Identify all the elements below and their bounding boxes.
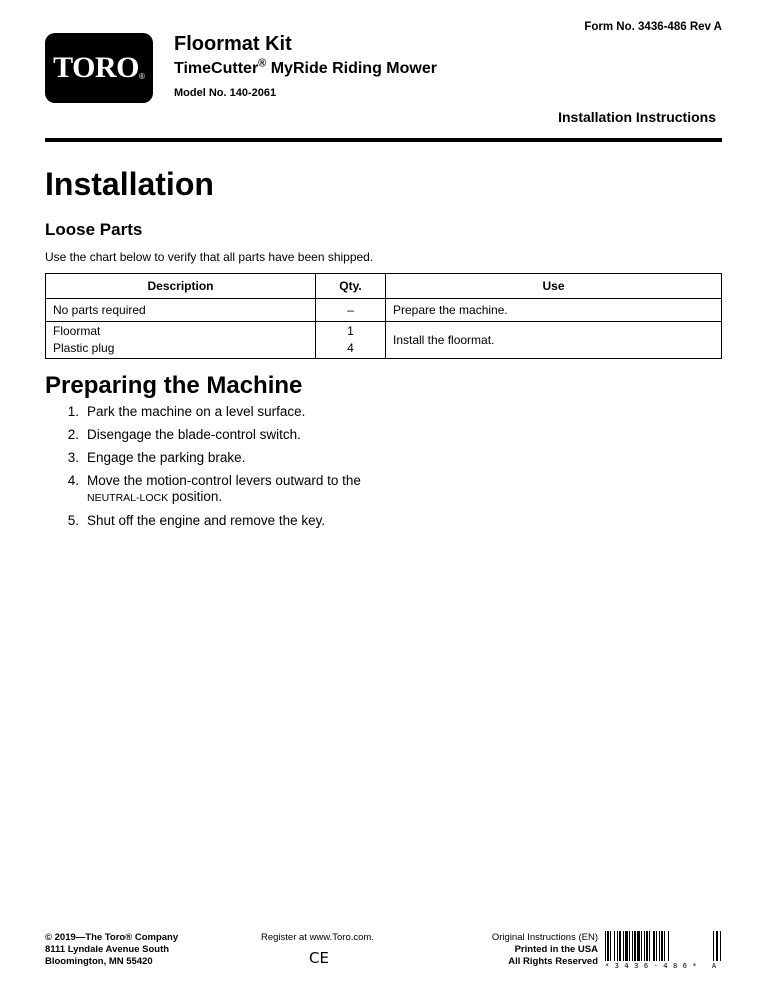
cell-qty: – [316, 299, 386, 322]
list-item [45, 473, 385, 506]
address-line: Bloomington, MN 55420 [45, 956, 153, 967]
cell-description: No parts required [46, 299, 316, 322]
rights-reserved: All Rights Reserved [508, 956, 598, 967]
document-title: Floormat Kit [174, 33, 292, 55]
column-header-use: Use [386, 274, 722, 299]
company-address [45, 932, 178, 968]
table-row [46, 299, 722, 322]
list-item [45, 450, 385, 466]
printed-in: Printed in the USA [514, 944, 598, 955]
column-header-description: Description [46, 274, 316, 299]
product-subtitle [174, 57, 437, 78]
address-line: 8111 Lyndale Avenue South [45, 944, 170, 955]
publication-info [492, 932, 598, 968]
step-text: Park the machine on a level surface. [87, 404, 306, 419]
document-type: Installation Instructions [558, 109, 716, 125]
step-text: Engage the parking brake. [87, 450, 246, 465]
loose-parts-heading: Loose Parts [45, 220, 143, 239]
registered-mark: ® [138, 71, 145, 81]
barcode-icon [605, 931, 723, 961]
header-divider [45, 138, 722, 142]
cell-use: Install the floormat. [386, 322, 722, 359]
copyright-line: © 2019—The Toro® Company [45, 932, 179, 943]
subtitle-brand: TimeCutter [174, 60, 259, 77]
step-number: 3. [67, 450, 79, 465]
cell-qty [316, 322, 386, 359]
preparation-steps [45, 404, 385, 536]
list-item [45, 427, 385, 443]
subtitle-registered: ® [258, 57, 267, 70]
step-text [79, 473, 361, 506]
table-row [46, 322, 722, 359]
step-text-part: Move the motion-control levers outward to the [87, 473, 361, 488]
register-link-text: Register at www.Toro.com. [261, 932, 374, 943]
part-name: Plastic plug [53, 341, 115, 355]
installation-heading: Installation [45, 166, 214, 202]
table-header-row [46, 274, 722, 299]
preparing-heading: Preparing the Machine [45, 372, 303, 399]
list-item [45, 513, 385, 529]
loose-parts-table [45, 273, 722, 359]
original-instructions: Original Instructions (EN) [491, 932, 598, 943]
step-number: 5. [67, 513, 79, 528]
logo-text: TORO [53, 51, 139, 84]
toro-logo [45, 33, 153, 103]
cell-description [46, 322, 316, 359]
model-number: Model No. 140-2061 [174, 87, 277, 99]
step-number: 4. [67, 473, 79, 488]
step-text: Disengage the blade-control switch. [87, 427, 301, 442]
step-number: 2. [67, 427, 79, 442]
loose-parts-intro: Use the chart below to verify that all parts have been shipped. [45, 250, 374, 264]
step-text-part: position. [168, 489, 223, 504]
ce-mark-icon: CE [309, 949, 329, 967]
part-qty: 4 [347, 341, 354, 355]
part-qty: 1 [347, 324, 354, 338]
subtitle-rest: MyRide Riding Mower [266, 60, 437, 77]
form-number: Form No. 3436-486 Rev A [584, 21, 722, 33]
column-header-qty: Qty. [316, 274, 386, 299]
barcode-text: *3436-486* A [605, 962, 722, 970]
part-name: Floormat [53, 324, 101, 338]
step-number: 1. [67, 404, 79, 419]
neutral-lock-term: NEUTRAL-LOCK [87, 492, 169, 504]
list-item [45, 404, 385, 420]
step-text: Shut off the engine and remove the key. [87, 513, 326, 528]
cell-use: Prepare the machine. [386, 299, 722, 322]
